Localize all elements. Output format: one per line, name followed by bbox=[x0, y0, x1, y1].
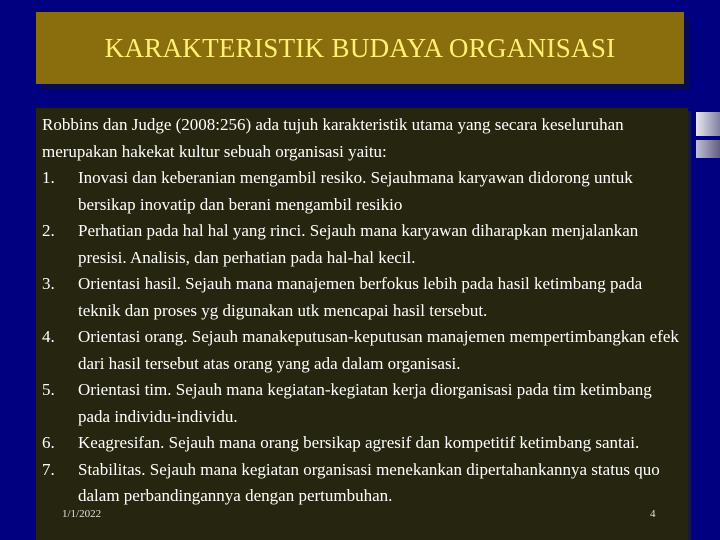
item-text: Orientasi tim. Sejauh mana kegiatan-kegiatan kerja diorganisasi pada tim ketimbang pada individu-individu. bbox=[78, 380, 652, 426]
decorative-bar bbox=[696, 112, 720, 136]
list-item bbox=[42, 430, 684, 457]
item-text: Stabilitas. Sejauh mana kegiatan organisasi menekankan dipertahankannya status quo dalam perbandingannya dengan pertumbuhan. bbox=[78, 459, 660, 505]
item-number: 3. bbox=[42, 274, 55, 293]
content-box bbox=[36, 108, 688, 540]
list-item bbox=[42, 324, 684, 377]
item-text: Orientasi orang. Sejauh manakeputusan-keputusan manajemen mempertimbangkan efek dari hasil tersebut atas orang yang ada dalam organisasi. bbox=[78, 327, 679, 373]
list-item bbox=[42, 457, 684, 510]
characteristics-list bbox=[42, 165, 684, 510]
item-number: 5. bbox=[42, 380, 55, 399]
item-text: Keagresifan. Sejauh mana orang bersikap agresif dan kompetitif ketimbang santai. bbox=[78, 433, 640, 452]
list-item bbox=[42, 377, 684, 430]
title-box bbox=[36, 12, 684, 84]
item-number: 7. bbox=[42, 459, 55, 479]
item-number: 4. bbox=[42, 327, 55, 346]
list-item bbox=[42, 271, 684, 324]
item-number: 2. bbox=[42, 221, 55, 240]
slide-title: KARAKTERISTIK BUDAYA ORGANISASI bbox=[104, 32, 616, 63]
decorative-bar bbox=[696, 140, 720, 158]
intro-text: Robbins dan Judge (2008:256) ada tujuh karakteristik utama yang secara keseluruhan merupakan hakekat kultur sebuah organisasi yaitu: bbox=[42, 115, 624, 161]
slide-content bbox=[42, 112, 684, 510]
list-item bbox=[42, 218, 684, 271]
item-text: Perhatian pada hal hal yang rinci. Sejauh mana karyawan diharapkan menjalankan presisi. Analisis, dan perhatian pada hal-hal kecil. bbox=[78, 221, 639, 267]
list-item bbox=[42, 165, 684, 218]
item-text: Orientasi hasil. Sejauh mana manajemen berfokus lebih pada hasil ketimbang pada teknik dan proses yg digunakan utk mencapai hasil tersebut. bbox=[78, 274, 643, 320]
item-number: 1. bbox=[42, 168, 55, 187]
item-number: 6. bbox=[42, 433, 55, 452]
page-number: 4 bbox=[650, 508, 656, 520]
footer-date: 1/1/2022 bbox=[62, 508, 102, 520]
item-text: Inovasi dan keberanian mengambil resiko. Sejauhmana karyawan didorong untuk bersikap inovatip dan berani mengambil resikio bbox=[78, 168, 633, 214]
